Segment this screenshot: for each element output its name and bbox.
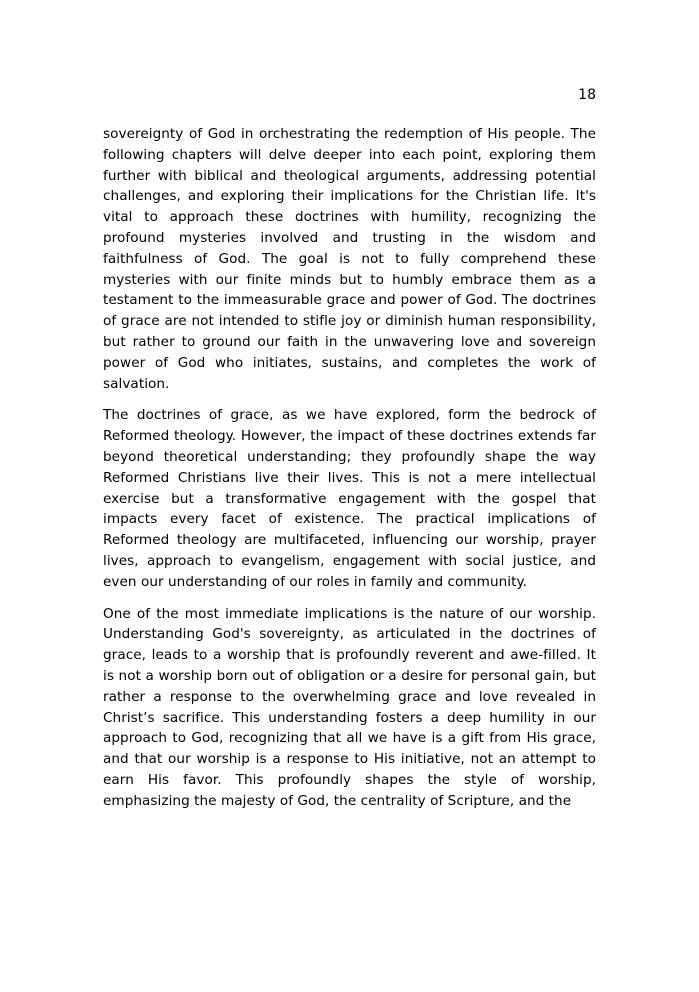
body-text bbox=[103, 124, 596, 823]
paragraph-sovereignty-continuation: sovereignty of God in orchestrating the redemption of His people. The following chapters will delve deeper into each point, exploring them further with biblical and theological arguments, addressing potential challenges, and exploring their implications for the Christian life. It's vital to approach these doctrines with humility, recognizing the profound mysteries involved and trusting in the wisdom and faithfulness of God. The goal is not to fully comprehend these mysteries with our finite minds but to humbly embrace them as a testament to the immeasurable grace and power of God. The doctrines of grace are not intended to stifle joy or diminish human responsibility, but rather to ground our faith in the unwavering love and sovereign power of God who initiates, sustains, and completes the work of salvation. bbox=[103, 126, 596, 392]
paragraph-worship-implications: One of the most immediate implications is the nature of our worship. Understanding God's sovereignty, as articulated in the doctrines of grace, leads to a worship that is profoundly reverent and awe-filled. It is not a worship born out of obligation or a desire for personal gain, but rather a response to the overwhelming grace and love revealed in Christ’s sacrifice. This understanding fosters a deep humility in our approach to God, recognizing that all we have is a gift from His grace, and that our worship is a response to His initiative, not an attempt to earn His favor. This profoundly shapes the style of worship, emphasizing the majesty of God, the centrality of Scripture, and the bbox=[103, 605, 596, 809]
paragraph-doctrines-of-grace: The doctrines of grace, as we have explored, form the bedrock of Reformed theology. However, the impact of these doctrines extends far beyond theoretical understanding; they profoundly shape the way Reformed Christians live their lives. This is not a mere intellectual exercise but a transformative engagement with the gospel that impacts every facet of existence. The practical implications of Reformed theology are multifaceted, influencing our worship, prayer lives, approach to evangelism, engagement with social justice, and even our understanding of our roles in family and community. bbox=[103, 407, 596, 590]
page-number: 18 bbox=[578, 87, 596, 103]
